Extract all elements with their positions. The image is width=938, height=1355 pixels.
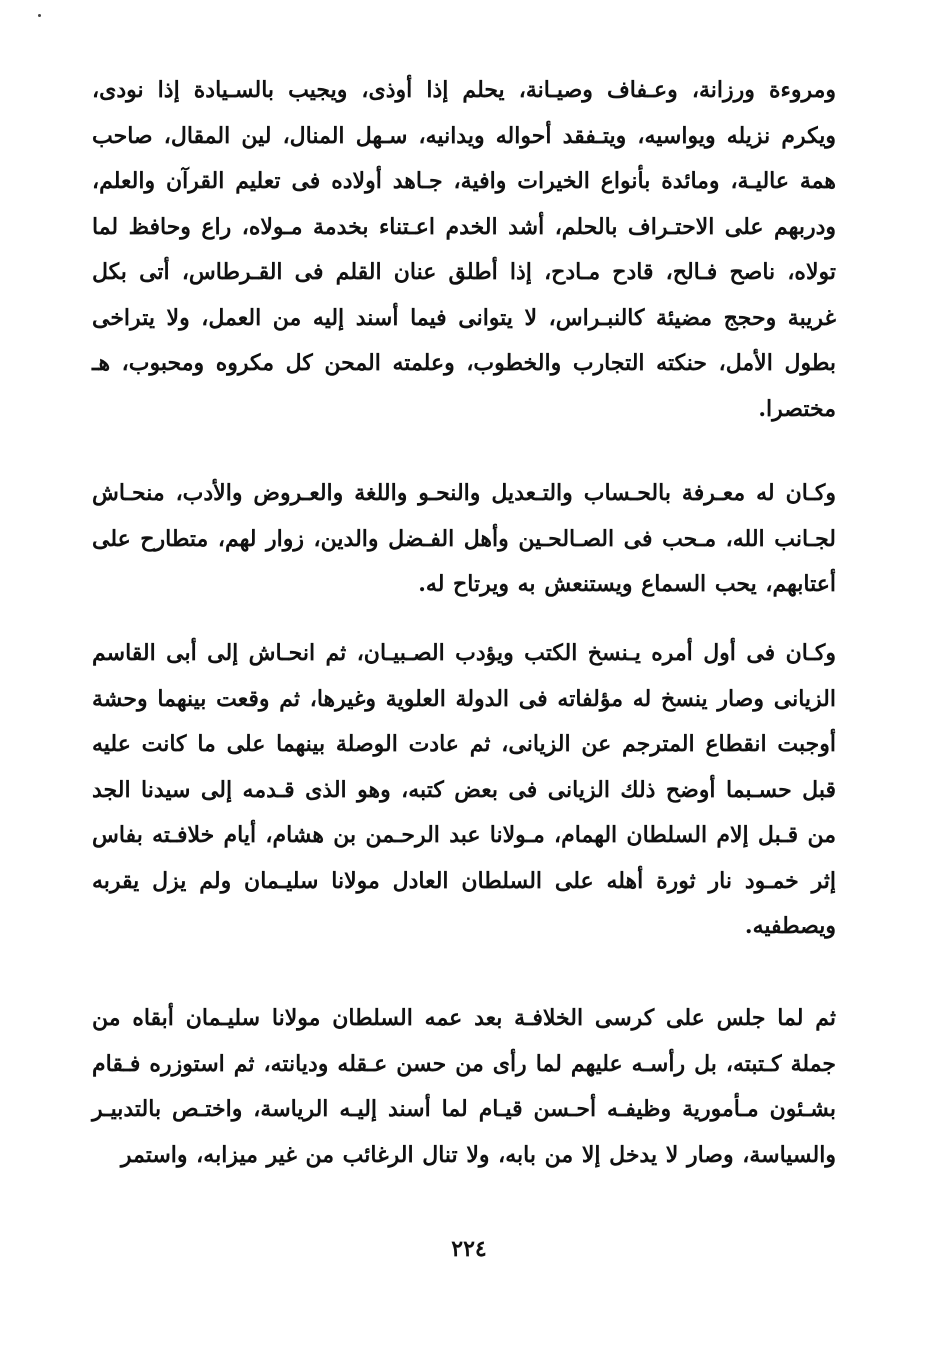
paragraph-text: ثم لما جلس على كرسى الخلافـة بعد عمه السلطان مولانا سليـمان أبقاه من جملة كـتبته، بل رأسـه عليهم لما رأى من حسن عـقله وديانته، ثم استوزره فـقام بشـئون مـأمورية وظيفـه أحـسن قيـام لما أسند إليـه الرياسة، واختـص بالتدبيـر والسياسة، وصار لا يدخل إلا من بابه، ولا تنال الرغائب من غير ميزابه، واستمر [92,1005,836,1168]
paragraph-3 [92,631,836,950]
paragraph-4 [92,996,836,1178]
page-number: ٢٢٤ [451,1236,487,1262]
paragraph-text: وكـان له معـرفة بالحـساب والتـعديل والنحـو واللغة والعـروض والأدب، منحـاش لجـانب الله، مـحب فى الصـالحـين وأهل الفـضل والدين، زوار لهم، متطارح على أعتابهم، يحب السماع ويستنعش به ويرتاح له. [92,480,836,597]
paragraph-1 [92,68,836,432]
paragraph-text: وكـان فى أول أمره يـنسخ الكتب ويؤدب الصـبيـان، ثم انحـاش إلى أبى القاسم الزيانى وصار ينسخ له مؤلفاته فى الدولة العلوية وغيرها، ثم وقعت بينهما وحشة أوجبت انقطاع المترجم عن الزيانى، ثم عادت الوصلة بينهما على ما كانت عليه قبل حسـبما أوضح ذلك الزيانى فى بعض كتبه، وهو الذى قـدمه إلى سيدنا الجد من قـبل إلام السلطان الهمام، مـولانا عبد الرحـمن بن هشام، أيام خلافـته بفاس إثر خمـود نار ثورة أهله على السلطان العادل مولانا سليـمان ولم يزل يقربه ويصطفيه. [92,640,836,939]
paragraph-2 [92,471,836,608]
paragraph-text: ومروءة ورزانة، وعـفاف وصيـانة، يحلم إذا أوذى، ويجيب بالسـيادة إذا نودى، ويكرم نزيله ويواسيه، ويتـفقد أحواله ويدانيه، سـهل المنال، لين المقال، صاحب همة عاليـة، ومائدة بأنواع الخيرات وافية، جـاهد أولاده فى تعليم القرآن والعلم، ودربهم على الاحتـراف بالحلم، أشد الخدم اعـتناء بخدمة مـولاه، راع وحافظ لما تولاه، ناصح فـالح، قادح مـادح، إذا أطلق عنان القلم فى القـرطاس، أتى بكل غريبة وحجج مضيئة كالنبـراس، لا يتوانى فيما أسند إليه من العمل، ولا يتراخى بطول الأمل، حنكته التجارب والخطوب، وعلمته المحن كل مكروه ومحبوب، هـ مختصرا. [92,77,836,422]
scan-speck [38,14,41,17]
